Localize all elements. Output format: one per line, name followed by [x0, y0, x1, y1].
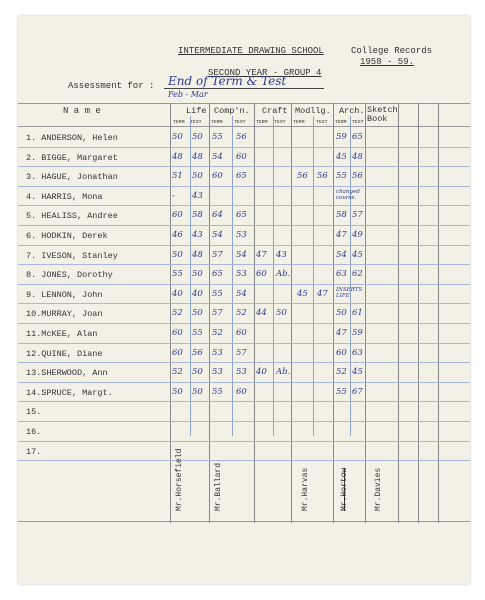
row-rule: [18, 362, 470, 363]
mark-comp-term: 55: [212, 288, 223, 299]
mark-arch-term: 45: [336, 151, 347, 162]
mark-craft-test: Ab.: [276, 367, 291, 378]
mark-comp-test: 53: [236, 230, 247, 240]
student-name: 4. HARRIS, Mona: [26, 191, 103, 202]
mark-comp-test: 54: [236, 249, 247, 260]
mark-arch-test: 57: [352, 210, 363, 221]
student-name: 7. IVESON, Stanley: [26, 250, 118, 261]
mark-comp-test: 60: [236, 328, 247, 338]
mark-life-term: 51: [172, 171, 183, 182]
student-name: 5. HEALISS, Andree: [26, 211, 118, 222]
mark-arch-test: 45: [352, 249, 363, 260]
mark-comp-test: 60: [236, 386, 247, 397]
mark-arch-term: 63: [336, 269, 347, 280]
row-rule: [18, 147, 470, 148]
row-rule: [18, 225, 470, 226]
header-bottom-rule: [18, 126, 470, 127]
arch-test-label: TEST: [352, 120, 364, 125]
row-rule: [18, 323, 470, 324]
col-modelling: Modllg.: [295, 106, 331, 116]
row-rule: [18, 382, 470, 383]
mark-comp-term: 57: [212, 308, 223, 319]
mark-comp-term: 52: [212, 328, 223, 338]
mark-life-test: 50: [192, 386, 203, 397]
mark-life-test: 43: [192, 190, 203, 201]
mark-mod-test: 56: [317, 171, 328, 182]
footer-rule: [18, 521, 470, 522]
mark-craft-term: 60: [256, 269, 267, 280]
row-rule: [18, 245, 470, 246]
records-label: College Records: [351, 46, 433, 56]
row-rule: [18, 401, 470, 402]
mark-craft-test: 43: [276, 249, 287, 260]
row-rule: [18, 166, 470, 167]
mark-comp-term: 55: [212, 386, 223, 397]
mark-comp-test: 65: [236, 210, 247, 221]
assessment-label: Assessment for :: [68, 81, 155, 91]
student-name: 16.: [26, 427, 42, 437]
arch-term-label: TERM: [335, 120, 347, 125]
mark-arch-term: 47: [336, 328, 347, 338]
mark-craft-term: 44: [256, 308, 267, 319]
student-name: 17.: [26, 446, 42, 457]
mark-life-test: 50: [192, 171, 203, 182]
mark-arch-test: 65: [352, 132, 363, 142]
mark-arch-term: 60: [336, 347, 347, 358]
session-year: 1958 - 59.: [360, 57, 415, 67]
mark-life-term: 52: [172, 367, 183, 378]
mark-life-term: 50: [172, 386, 183, 397]
row-rule: [18, 343, 470, 344]
col-name: N a m e: [63, 106, 101, 116]
mark-comp-test: 60: [236, 151, 247, 162]
mark-life-term: 40: [172, 288, 183, 299]
col-craft: Craft: [262, 106, 288, 116]
mark-comp-term: 54: [212, 230, 223, 240]
mark-arch-test: 49: [352, 230, 363, 240]
mark-life-term: -: [172, 190, 175, 201]
mark-life-test: 50: [192, 132, 203, 142]
mark-arch-term: 54: [336, 249, 347, 260]
mark-arch-term: 59: [336, 132, 347, 142]
mark-arch-test: 45: [352, 367, 363, 378]
mark-arch-test: 48: [352, 151, 363, 162]
mark-life-test: 55: [192, 328, 203, 338]
mark-arch-test: 59: [352, 328, 363, 338]
student-name: 6. HODKIN, Derek: [26, 231, 108, 241]
mark-arch-test: 63: [352, 347, 363, 358]
mark-arch-term: 55: [336, 386, 347, 397]
mark-arch-test: 56: [352, 171, 363, 182]
year-group: SECOND YEAR - GROUP 4: [208, 68, 322, 78]
student-name: 10.MURRAY, Joan: [26, 309, 103, 320]
teacher-sketch: Mr.Davies: [374, 467, 383, 511]
col-comp: Comp'n.: [214, 106, 250, 116]
mark-life-test: 56: [192, 347, 203, 358]
col-life: Life: [186, 106, 207, 116]
school-title: INTERMEDIATE DRAWING SCHOOL: [178, 46, 324, 56]
mark-arch-test: 67: [352, 386, 363, 397]
mark-life-term: 55: [172, 269, 183, 280]
student-name: 15.: [26, 407, 42, 418]
mark-arch-term: 58: [336, 210, 347, 221]
mark-arch-term: 50: [336, 308, 347, 319]
mark-life-test: 48: [192, 151, 203, 162]
col-arch: Arch.: [339, 106, 365, 116]
header-top-rule: [18, 103, 470, 104]
mark-arch-term: 55: [336, 171, 347, 182]
student-name: 2. BIGGE, Margaret: [26, 152, 118, 163]
mark-life-test: 43: [192, 230, 203, 240]
mark-comp-test: 52: [236, 308, 247, 319]
mark-craft-test: Ab.: [276, 269, 291, 280]
mark-life-term: 60: [172, 210, 183, 221]
mark-arch-term: INSERTS LIFE: [336, 286, 363, 299]
assessment-value: End of Term & Test: [168, 74, 287, 88]
teacher-modelling: Mr.Harvas: [301, 467, 310, 511]
mark-comp-test: 56: [236, 132, 247, 142]
student-name: 13.SHERWOOD, Ann: [26, 368, 108, 379]
student-name: 8. JONES, Dorothy: [26, 270, 113, 281]
mod-term-label: TERM: [293, 120, 305, 125]
mark-arch-term: 47: [336, 230, 347, 240]
mark-life-test: 40: [192, 288, 203, 299]
mark-life-term: 48: [172, 151, 183, 162]
mark-comp-test: 53: [236, 269, 247, 280]
life-test-label: TEST: [190, 120, 202, 125]
student-name: 12.QUINE, Diane: [26, 348, 103, 359]
record-sheet: [18, 16, 470, 584]
col-sketch: Sketch Book: [367, 105, 398, 124]
life-term-label: TERM: [173, 120, 185, 125]
mark-comp-test: 54: [236, 288, 247, 299]
sub-divider: [273, 116, 274, 436]
mark-life-test: 50: [192, 308, 203, 319]
teacher-comp: Mr.Ballard: [214, 462, 223, 511]
mark-comp-term: 65: [212, 269, 223, 280]
row-rule: [18, 460, 470, 461]
mark-arch-test: 61: [352, 308, 363, 319]
student-name: 14.SPRUCE, Margt.: [26, 387, 113, 398]
assessment-underline: [164, 88, 324, 89]
mark-craft-term: 40: [256, 367, 267, 378]
row-rule: [18, 186, 470, 187]
assessment-note: Feb - Mar: [168, 90, 208, 99]
student-name: 3. HAGUE, Jonathan: [26, 172, 118, 183]
teacher-arch: Mr.Hortow: [340, 467, 349, 511]
mark-comp-test: 65: [236, 171, 247, 182]
row-rule: [18, 205, 470, 206]
craft-test-label: TEST: [274, 120, 286, 125]
sub-divider: [313, 116, 314, 436]
mark-life-term: 60: [172, 328, 183, 338]
mark-comp-term: 53: [212, 347, 223, 358]
mark-life-test: 50: [192, 269, 203, 280]
student-name: 9. LENNON, John: [26, 289, 103, 300]
row-rule: [18, 264, 470, 265]
sub-divider: [350, 116, 351, 436]
mark-life-term: 50: [172, 249, 183, 260]
sub-divider: [190, 116, 191, 436]
row-rule: [18, 284, 470, 285]
mark-mod-term: 45: [297, 288, 308, 299]
comp-test-label: TEST: [234, 120, 246, 125]
mark-comp-test: 57: [236, 347, 247, 358]
mark-arch-term: 52: [336, 367, 347, 378]
mark-mod-test: 47: [317, 288, 328, 299]
mark-life-test: 48: [192, 249, 203, 260]
mark-arch-term: changed course.: [336, 188, 360, 201]
row-rule: [18, 421, 470, 422]
craft-term-label: TERM: [256, 120, 268, 125]
row-rule: [18, 441, 470, 442]
row-rule: [18, 303, 470, 304]
mark-comp-term: 55: [212, 132, 223, 142]
mark-mod-term: 56: [297, 171, 308, 182]
mark-life-term: 60: [172, 347, 183, 358]
mark-comp-test: 53: [236, 367, 247, 378]
mark-life-test: 58: [192, 210, 203, 221]
teacher-life: Mr.Horsefield: [175, 448, 184, 511]
mark-craft-term: 47: [256, 249, 267, 260]
mark-life-term: 52: [172, 308, 183, 319]
comp-term-label: TERM: [211, 120, 223, 125]
sub-divider: [232, 116, 233, 436]
mark-life-term: 50: [172, 132, 183, 142]
mark-arch-test: 62: [352, 269, 363, 280]
mark-craft-test: 50: [276, 308, 287, 319]
mark-life-term: 46: [172, 230, 183, 240]
mark-comp-term: 53: [212, 367, 223, 378]
mark-comp-term: 64: [212, 210, 223, 221]
student-name: 1. ANDERSON, Helen: [26, 133, 118, 143]
mark-life-test: 50: [192, 367, 203, 378]
mark-comp-term: 60: [212, 171, 223, 182]
mark-comp-term: 54: [212, 151, 223, 162]
student-name: 11.McKEE, Alan: [26, 329, 98, 339]
mark-comp-term: 57: [212, 249, 223, 260]
mod-test-label: TEST: [316, 120, 328, 125]
